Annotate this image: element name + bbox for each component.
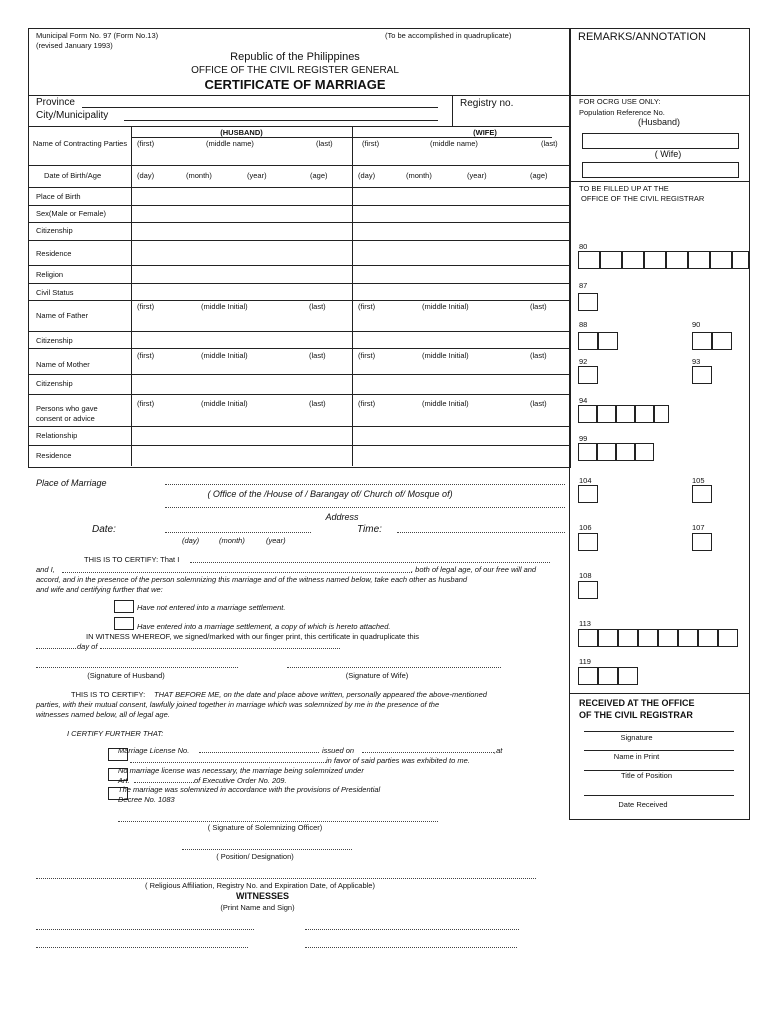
code-113-cell[interactable] [578, 629, 598, 647]
husband-signature-input[interactable] [36, 667, 238, 668]
name-line [584, 750, 734, 751]
dob-label: Date of Birth/Age [44, 171, 102, 180]
accord-text: accord, and in the presence of the person solemnizing this marriage and of the witness named below, take each other as husband [36, 575, 468, 584]
witness-input[interactable] [36, 929, 254, 930]
position-input[interactable] [182, 849, 352, 850]
divider [28, 165, 569, 166]
divider [28, 265, 569, 266]
code-94-cell[interactable] [578, 405, 597, 423]
province-label: Province [36, 97, 75, 108]
parent-col-label: (first) [137, 399, 155, 408]
city-input[interactable] [124, 120, 438, 121]
and-i-text: and I, [36, 565, 55, 574]
code-80-cell[interactable] [622, 251, 644, 269]
divider [28, 126, 569, 127]
code-119-cell[interactable] [618, 667, 638, 685]
code-88-cell[interactable] [598, 332, 618, 350]
religious-label: ( Religious Affiliation, Registry No. and Expiration Date, of Applicable) [145, 881, 375, 890]
witness-input[interactable] [305, 929, 519, 930]
religious-input[interactable] [36, 878, 536, 879]
dob-col-label: (age) [310, 171, 328, 180]
code-119-label: 119 [579, 657, 591, 666]
issued-on-label: issued on [322, 746, 355, 755]
witnesses-heading: WITNESSES [235, 891, 289, 901]
address-input[interactable] [165, 507, 565, 508]
sex-label: Sex(Male or Female) [36, 209, 107, 218]
civil-status-label: Civil Status [36, 288, 74, 297]
divider [28, 95, 569, 96]
witnesses-named-text: witnesses named below, all of legal age. [36, 710, 170, 719]
residence-consent-label: Residence [36, 451, 72, 460]
city-label: City/Municipality [36, 110, 109, 121]
witness-input[interactable] [305, 947, 517, 948]
wife-signature-label: (Signature of Wife) [345, 671, 409, 680]
decree-label: Decree No. 1083 [118, 795, 175, 804]
no-license-label: No marriage license was necessary, the marriage being solemnized under [118, 766, 364, 775]
wife-name-input[interactable] [62, 572, 412, 573]
code-80-cell[interactable] [644, 251, 666, 269]
date-received-label: Date Received [618, 800, 668, 809]
residence-label: Residence [36, 249, 72, 258]
citizenship-mother-label: Citizenship [36, 379, 73, 388]
no-settlement-label: Have not entered into a marriage settlement. [137, 603, 286, 612]
code-119-cell[interactable] [598, 667, 618, 685]
republic-heading: Republic of the Philippines [230, 51, 360, 63]
month-year-input[interactable] [100, 648, 340, 649]
code-113-cell[interactable] [718, 629, 738, 647]
code-105-cell[interactable] [692, 485, 712, 503]
parent-col-label: (middle Initial) [422, 302, 469, 311]
husband-heading: (HUSBAND) [220, 128, 263, 137]
license-no-input[interactable] [199, 752, 319, 753]
office-of-label: ( Office of the /House of / Barangay of/ Church of/ Mosque of) [207, 489, 453, 499]
consent-label: Persons who gave consent or advice [36, 404, 98, 423]
wife-signature-input[interactable] [287, 667, 501, 668]
code-108-label: 108 [579, 571, 592, 580]
officer-signature-input[interactable] [118, 821, 438, 822]
name-father-label: Name of Father [36, 311, 89, 320]
husband-signature-label: (Signature of Husband) [87, 671, 165, 680]
divider [131, 137, 552, 138]
dob-col-label: (month) [186, 171, 212, 180]
time-label: Time: [357, 524, 382, 535]
print-sign-label: (Print Name and Sign) [220, 903, 295, 912]
wife-ref-input[interactable] [582, 162, 739, 178]
remarks-title: REMARKS/ANNOTATION [578, 31, 706, 43]
code-90-cell[interactable] [712, 332, 732, 350]
date-line [584, 795, 734, 796]
parent-col-label: (first) [358, 399, 376, 408]
wife-ref-label: ( Wife) [654, 149, 682, 159]
parent-col-label: (last) [530, 351, 547, 360]
code-113-cell[interactable] [678, 629, 698, 647]
divider [28, 187, 569, 188]
code-80-cell[interactable] [732, 251, 749, 269]
form-number: Municipal Form No. 97 (Form No.13) [36, 31, 159, 40]
art-input[interactable] [134, 782, 194, 783]
title-position-label: Title of Position [621, 771, 672, 780]
code-80-cell[interactable] [578, 251, 600, 269]
ocrg-use-label: FOR OCRG USE ONLY: [579, 97, 661, 106]
date-label: Date: [92, 524, 116, 535]
in-favor-label: in favor of said parties was exhibited to me. [326, 756, 470, 765]
office-heading: OFFICE OF THE CIVIL REGISTER GENERAL [191, 65, 399, 76]
divider [28, 283, 569, 284]
presidential-label: The marriage was solemnized in accordance with the provisions of Presidential [118, 785, 381, 794]
code-80-cell[interactable] [666, 251, 688, 269]
code-94-label: 94 [579, 396, 588, 405]
divider [28, 445, 569, 446]
name-col-label: (last) [316, 139, 333, 148]
divider [28, 348, 569, 349]
code-106-cell[interactable] [578, 533, 598, 551]
parties-text: parties, with their mutual consent, lawfully joined together in marriage which was solemnized by me in the presence of the [36, 700, 440, 709]
parent-col-label: (last) [309, 399, 326, 408]
dob-col-label: (year) [467, 171, 487, 180]
parent-col-label: (last) [309, 351, 326, 360]
settlement-checkbox[interactable] [114, 617, 134, 630]
relationship-label: Relationship [36, 431, 78, 440]
code-94-cell[interactable] [597, 405, 616, 423]
revised-date: (revised January 1993) [36, 41, 113, 50]
code-99-cell[interactable] [635, 443, 654, 461]
day-input[interactable] [36, 648, 76, 649]
certify-text: THIS IS TO CERTIFY: That I [84, 555, 180, 564]
certify-further-label: I CERTIFY FURTHER THAT: [67, 729, 164, 738]
religion-label: Religion [36, 270, 64, 279]
witness-whereof-text: IN WITNESS WHEREOF, we signed/marked with our finger print, this certificate in quadruplicate this [86, 632, 420, 641]
husband-name-input[interactable] [190, 562, 550, 563]
code-90-label: 90 [692, 320, 701, 329]
divider [352, 126, 353, 466]
name-parties-label: Name of Contracting Parties [32, 139, 128, 148]
code-93-cell[interactable] [692, 366, 712, 384]
certify-text-cont: , both of legal age, of our free will and [411, 565, 537, 574]
code-113-label: 113 [579, 619, 591, 628]
parent-col-label: (first) [137, 351, 155, 360]
certify2-cont: THAT BEFORE ME, on the date and place above written, personally appeared the above-mentioned [154, 690, 487, 699]
divider [131, 126, 132, 466]
received-heading: RECEIVED AT THE OFFICE [579, 698, 695, 708]
code-93-label: 93 [692, 357, 701, 366]
executive-order-label: of Executive Order No. 209. [194, 776, 287, 785]
divider [28, 205, 569, 206]
divider [569, 181, 749, 182]
issued-date-input[interactable] [362, 752, 494, 753]
divider [28, 222, 569, 223]
divider [569, 95, 749, 96]
divider [28, 240, 569, 241]
code-113-cell[interactable] [598, 629, 618, 647]
province-input[interactable] [82, 107, 438, 108]
code-99-label: 99 [579, 434, 588, 443]
citizenship-father-label: Citizenship [36, 336, 73, 345]
code-113-cell[interactable] [638, 629, 658, 647]
page-title: CERTIFICATE OF MARRIAGE [204, 77, 386, 92]
day-of-text: day of [77, 642, 98, 651]
quadruplicate-note: (To be accomplished in quadruplicate) [385, 31, 512, 40]
code-87-label: 87 [579, 281, 588, 290]
dob-col-label: (day) [137, 171, 155, 180]
code-80-cell[interactable] [710, 251, 732, 269]
time-input[interactable] [397, 532, 565, 533]
parent-col-label: (first) [137, 302, 155, 311]
parent-col-label: (middle Initial) [201, 351, 248, 360]
code-107-label: 107 [692, 523, 705, 532]
parent-col-label: (first) [358, 351, 376, 360]
code-119-cell[interactable] [578, 667, 598, 685]
place-marriage-input[interactable] [165, 484, 565, 485]
dob-col-label: (year) [247, 171, 267, 180]
divider [28, 331, 569, 332]
officer-signature-label: ( Signature of Solemnizing Officer) [207, 823, 323, 832]
citizenship-label: Citizenship [36, 226, 73, 235]
divider [28, 374, 569, 375]
parent-col-label: (last) [530, 399, 547, 408]
code-80-label: 80 [579, 242, 588, 251]
code-94-cell[interactable] [635, 405, 654, 423]
parent-col-label: (first) [358, 302, 376, 311]
code-87-cell[interactable] [578, 293, 598, 311]
code-90-cell[interactable] [692, 332, 712, 350]
code-99-cell[interactable] [597, 443, 616, 461]
place-birth-label: Place of Birth [36, 192, 81, 201]
received-heading-line2: OF THE CIVIL REGISTRAR [579, 710, 693, 720]
office-registrar-label: OFFICE OF THE CIVIL REGISTRAR [581, 194, 705, 203]
dob-col-label: (month) [406, 171, 432, 180]
name-col-label: (first) [137, 139, 155, 148]
name-col-label: (middle name) [206, 139, 254, 148]
signature-label: Signature [620, 733, 653, 742]
population-ref-label: Population Reference No. [579, 108, 665, 117]
husband-ref-input[interactable] [582, 133, 739, 149]
place-marriage-label: Place of Marriage [36, 478, 107, 488]
code-99-cell[interactable] [578, 443, 597, 461]
code-105-label: 105 [692, 476, 705, 485]
art-label: Art. [118, 776, 130, 785]
name-mother-label: Name of Mother [36, 360, 90, 369]
code-108-cell[interactable] [578, 581, 598, 599]
parent-col-label: (middle Initial) [201, 399, 248, 408]
certify-further-text: and wife and certifying further that we: [36, 585, 163, 594]
divider [28, 426, 569, 427]
code-104-cell[interactable] [578, 485, 598, 503]
code-107-cell[interactable] [692, 533, 712, 551]
month-label: (month) [219, 536, 245, 545]
license-label: Marriage License No. [118, 746, 190, 755]
dob-col-label: (day) [358, 171, 376, 180]
divider [452, 95, 453, 126]
code-113-cell[interactable] [618, 629, 638, 647]
name-in-print-label: Name in Print [613, 752, 660, 761]
code-113-cell[interactable] [698, 629, 718, 647]
parent-col-label: (middle Initial) [201, 302, 248, 311]
witness-input[interactable] [36, 947, 248, 948]
position-label: ( Position/ Designation) [216, 852, 294, 861]
to-be-filled-label: TO BE FILLED UP AT THE [579, 184, 669, 193]
code-104-label: 104 [579, 476, 592, 485]
code-106-label: 106 [579, 523, 592, 532]
divider [569, 693, 749, 694]
code-80-cell[interactable] [600, 251, 622, 269]
parent-col-label: (last) [530, 302, 547, 311]
code-88-cell[interactable] [578, 332, 598, 350]
code-94-cell[interactable] [616, 405, 635, 423]
signature-line [584, 731, 734, 732]
date-input[interactable] [165, 532, 311, 533]
address-label: Address [325, 512, 359, 522]
divider [28, 300, 569, 301]
code-99-cell[interactable] [616, 443, 635, 461]
settlement-label: Have entered into a marriage settlement, a copy of which is hereto attached. [137, 622, 391, 631]
certify2-text: THIS IS TO CERTIFY: [71, 690, 146, 699]
parent-col-label: (middle Initial) [422, 399, 469, 408]
code-92-label: 92 [579, 357, 588, 366]
year-label: (year) [266, 536, 286, 545]
code-94-cell[interactable] [654, 405, 669, 423]
no-settlement-checkbox[interactable] [114, 600, 134, 613]
parent-col-label: (middle Initial) [422, 351, 469, 360]
code-92-cell[interactable] [578, 366, 598, 384]
code-80-cell[interactable] [688, 251, 710, 269]
day-label: (day) [182, 536, 200, 545]
issued-place-input[interactable] [130, 762, 326, 763]
parent-col-label: (last) [309, 302, 326, 311]
code-113-cell[interactable] [658, 629, 678, 647]
wife-heading: (WIFE) [473, 128, 497, 137]
at-label: ,at [494, 746, 503, 755]
code-88-label: 88 [579, 320, 588, 329]
husband-ref-label: (Husband) [637, 117, 681, 127]
name-col-label: (middle name) [430, 139, 478, 148]
dob-col-label: (age) [530, 171, 548, 180]
name-col-label: (first) [362, 139, 380, 148]
name-col-label: (last) [541, 139, 558, 148]
divider [28, 394, 569, 395]
registry-label: Registry no. [460, 98, 514, 109]
main-form-frame [28, 28, 571, 468]
